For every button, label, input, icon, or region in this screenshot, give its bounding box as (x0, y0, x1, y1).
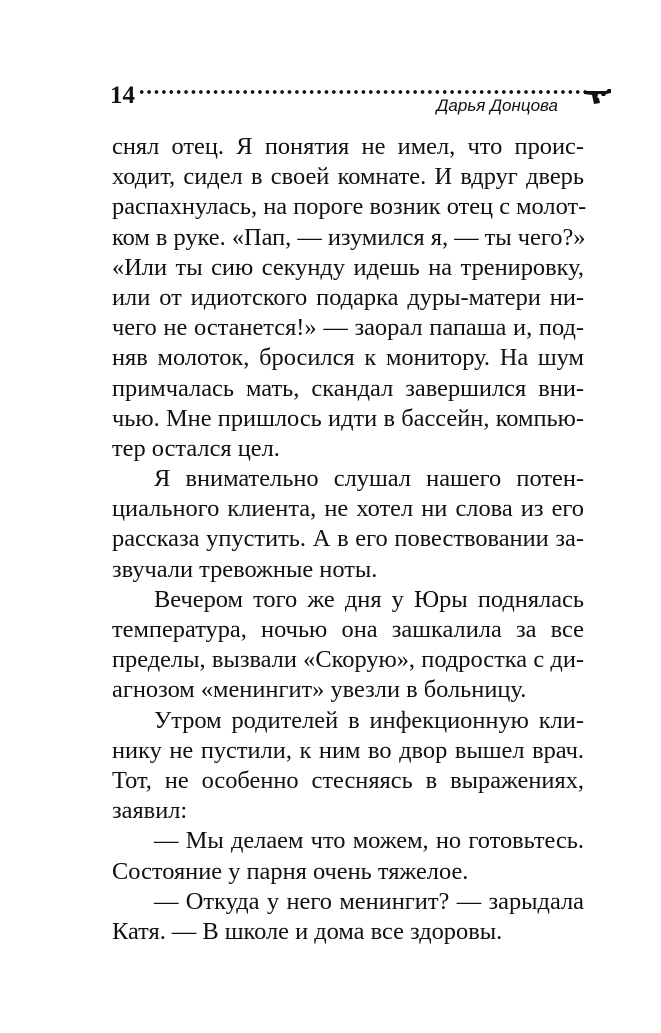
text-line: или от идиотского подарка дуры-матери ни- (112, 283, 584, 311)
text-line: циального клиента, не хотел ни слова из его (112, 495, 584, 523)
text-line: — Мы делаем что можем, но готовьтесь. (154, 827, 584, 855)
text-line: нику не пустили, к ним во двор вышел врач. (112, 736, 584, 764)
running-header (110, 78, 610, 118)
text-line: заявил: (112, 797, 188, 825)
text-line: пределы, вызвали «Скорую», подростка с ди- (112, 646, 584, 674)
text-line: ходит, сидел в своей комнате. И вдруг дверь (112, 163, 584, 191)
text-line: Я внимательно слушал нашего потен- (154, 465, 584, 493)
text-line: чью. Мне пришлось идти в бассейн, компью- (112, 404, 584, 432)
text-line: распахнулась, на пороге возник отец с молот- (112, 193, 587, 221)
text-line: Утром родителей в инфекционную кли- (154, 706, 584, 734)
text-line: «Или ты сию секунду идешь на тренировку, (112, 253, 584, 281)
text-line: звучали тревожные ноты. (112, 555, 378, 583)
text-line: рассказа упустить. А в его повествовании за- (112, 525, 584, 553)
text-line: Тот, не особенно стесняясь в выражениях, (112, 766, 584, 794)
page-text (112, 132, 587, 947)
author-name: Дарья Донцова (436, 96, 558, 115)
text-line: — Откуда у него менингит? — зарыдала (154, 887, 584, 915)
page-number: 14 (110, 82, 135, 109)
text-line: ком в руке. «Пап, — изумился я, — ты чего?» (112, 223, 586, 251)
text-line: Состояние у парня очень тяжелое. (112, 857, 469, 885)
text-line: снял отец. Я понятия не имел, что проис- (112, 133, 584, 160)
text-line: агнозом «менингит» увезли в больницу. (112, 676, 527, 704)
text-line: температура, ночью она зашкалила за все (112, 616, 584, 643)
text-line: Вечером того же дня у Юры поднялась (154, 585, 584, 613)
text-line: Катя. — В школе и дома все здоровы. (112, 917, 503, 945)
dotted-rule (138, 90, 590, 94)
text-line: тер остался цел. (112, 434, 280, 462)
text-line: чего не останется!» — заорал папаша и, под- (112, 314, 584, 342)
text-line: примчалась мать, скандал завершился вни- (112, 374, 584, 402)
text-line: няв молоток, бросился к монитору. На шум (112, 344, 584, 372)
pistol-icon (584, 82, 614, 112)
